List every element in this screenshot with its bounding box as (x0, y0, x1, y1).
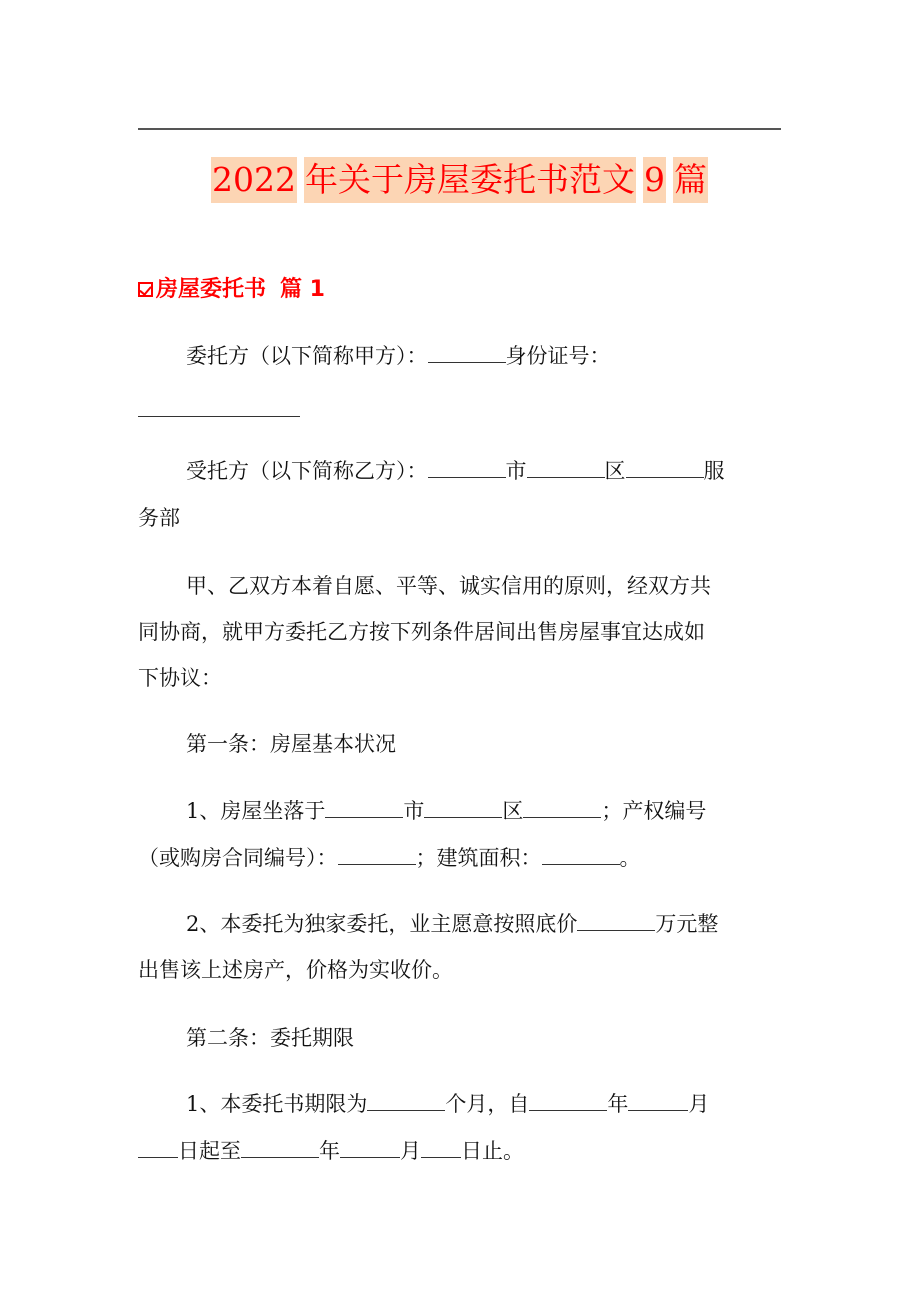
contract-number-blank (338, 846, 416, 865)
year-label: 年 (319, 1139, 340, 1163)
price-unit-label: 万元整 (655, 912, 719, 936)
article-1-item-1-line-1 (138, 785, 781, 837)
floor-area-blank (542, 846, 620, 865)
document-title (138, 156, 781, 204)
article-2-title (138, 1012, 781, 1064)
from-label: 个月，自 (445, 1092, 530, 1116)
id-number-blank (138, 398, 300, 417)
location-district-blank (424, 799, 502, 818)
article-1-item-2-line-2 (138, 944, 781, 996)
property-number-label: ；产权编号 (601, 799, 707, 823)
header-rule (138, 128, 781, 130)
preamble-line-1 (138, 560, 781, 612)
period-mark: 。 (619, 846, 641, 870)
district-label: 区 (604, 459, 626, 483)
title-unit: 篇 (673, 157, 708, 203)
start-year-blank (529, 1092, 607, 1111)
preamble-text-3: 下协议： (138, 666, 222, 690)
floor-area-label: ；建筑面积： (415, 846, 542, 870)
section-heading (138, 272, 325, 308)
id-number-label: 身份证号： (505, 344, 611, 368)
checked-box-icon (138, 282, 153, 297)
article-2-item-1-line-1 (138, 1078, 781, 1130)
term-months-blank (367, 1092, 445, 1111)
office-label-rest: 务部 (138, 506, 180, 530)
exclusive-clause-text: 2、本委托为独家委托，业主愿意按照底价 (186, 912, 578, 936)
city-label: 市 (505, 459, 527, 483)
location-city-blank (325, 799, 403, 818)
month-label: 月 (688, 1092, 710, 1116)
base-price-blank (577, 912, 655, 931)
office-label-part: 服 (703, 459, 725, 483)
preamble-line-3 (138, 652, 781, 704)
principal-line (138, 330, 781, 382)
section-label: 房屋委托书 (156, 277, 267, 302)
location-address-blank (523, 799, 601, 818)
start-day-blank (138, 1139, 178, 1158)
article-1-item-2-line-1 (138, 898, 781, 950)
end-month-blank (340, 1139, 400, 1158)
end-day-blank (421, 1139, 461, 1158)
title-count: 9 (643, 157, 666, 203)
section-number: 篇 1 (280, 277, 325, 302)
agent-office-blank (626, 459, 704, 478)
agent-city-blank (428, 459, 506, 478)
principal-id-line (138, 384, 781, 436)
article-1-item-1-line-2 (138, 832, 781, 884)
until-label: 日起至 (178, 1139, 241, 1163)
principal-name-blank (428, 344, 506, 363)
agent-line (138, 445, 781, 497)
year-label: 年 (607, 1092, 629, 1116)
article-2-title-text: 第二条：委托期限 (186, 1026, 354, 1050)
title-main: 年关于房屋委托书范文 (304, 157, 636, 203)
preamble-text-1: 甲、乙双方本着自愿、平等、诚实信用的原则，经双方共 (186, 574, 711, 598)
term-label: 1、本委托书期限为 (186, 1092, 368, 1116)
exclusive-clause-text-2: 出售该上述房产，价格为实收价。 (138, 958, 453, 982)
end-year-blank (241, 1139, 319, 1158)
principal-label: 委托方（以下简称甲方）： (186, 344, 428, 368)
article-1-title (138, 718, 781, 770)
month-label: 月 (400, 1139, 421, 1163)
district-label: 区 (502, 799, 524, 823)
article-1-title-text: 第一条：房屋基本状况 (186, 732, 396, 756)
agent-line-2 (138, 492, 781, 544)
preamble-line-2 (138, 606, 781, 658)
location-label: 1、房屋坐落于 (186, 799, 326, 823)
agent-label: 受托方（以下简称乙方）： (186, 459, 428, 483)
city-label: 市 (403, 799, 425, 823)
article-2-item-1-line-2 (138, 1125, 781, 1177)
contract-number-label: （或购房合同编号）： (138, 846, 338, 870)
preamble-text-2: 同协商，就甲方委托乙方按下列条件居间出售房屋事宜达成如 (138, 620, 705, 644)
start-month-blank (628, 1092, 688, 1111)
title-year: 2022 (211, 157, 297, 203)
agent-district-blank (527, 459, 605, 478)
day-end-label: 日止。 (461, 1139, 524, 1163)
